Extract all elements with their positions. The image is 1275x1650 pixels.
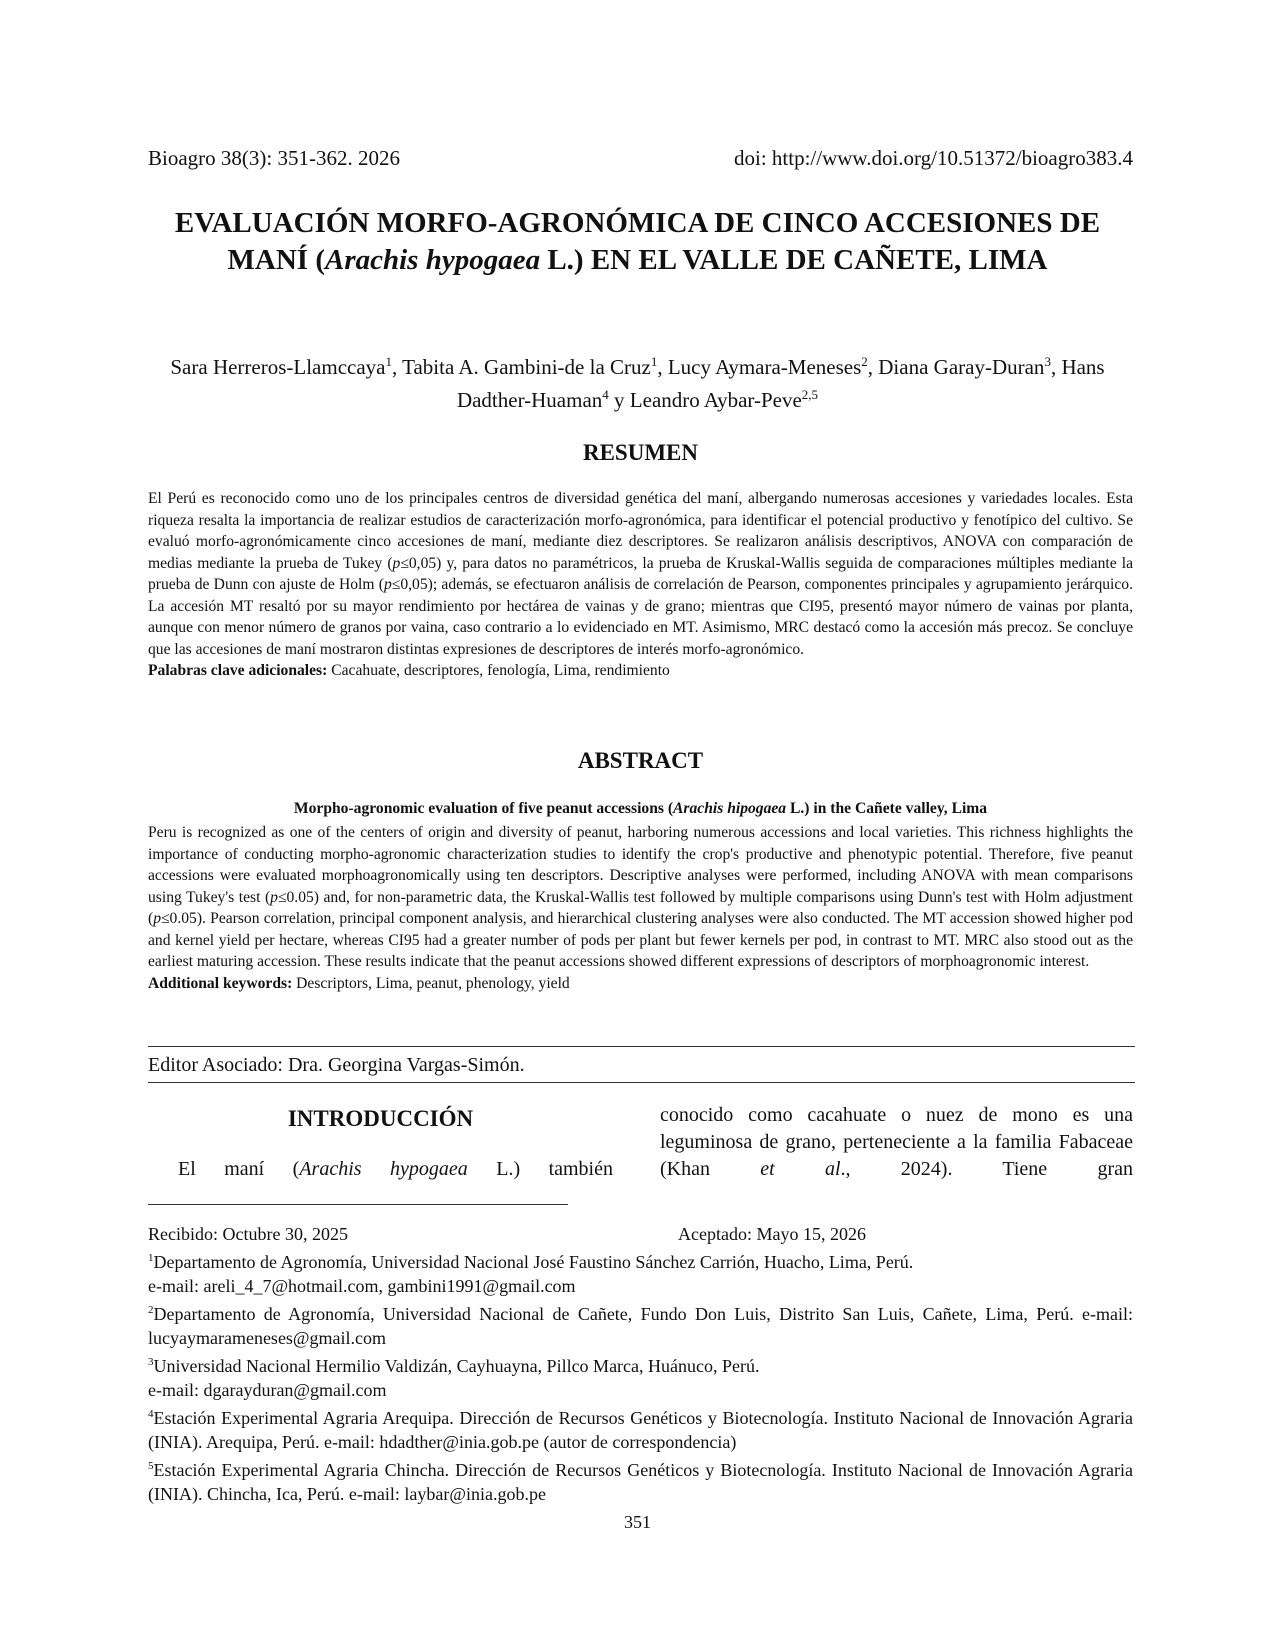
abstract-title-a: Morpho-agronomic evaluation of five peanut accessions ( <box>293 800 674 817</box>
abstract-keywords-label: Additional keywords: <box>148 974 293 992</box>
author-separator: , <box>657 355 668 379</box>
author-name: Hans Dadther-Huaman <box>456 355 1105 412</box>
affiliation-4 <box>148 1402 1133 1454</box>
aff-sup-5: 5 <box>148 1460 154 1472</box>
resumen-heading: RESUMEN <box>582 440 698 465</box>
affiliation-1-email: e-mail: areli_4_7@hotmail.com, gambini1991@gmail.com <box>148 1276 576 1296</box>
title-text-b: L.) EN EL VALLE DE CAÑETE, LIMA <box>540 244 1048 276</box>
aff-4-text: Estación Experimental Agraria Arequipa. Dirección de Recursos Genéticos y Biotecnología. Instituto Nacional de Innovación Agraria (INIA). Arequipa, Perú. e-mail: hdadther@inia.gob.pe (autor de correspondencia) <box>148 1408 1133 1452</box>
aff-sup-3: 3 <box>148 1356 154 1368</box>
intro-right-b: ., 2024). Tiene gran <box>840 1158 1133 1180</box>
abstract-title <box>148 800 1133 818</box>
divider-bottom <box>148 1082 1135 1083</box>
author-name: Diana Garay-Duran <box>878 355 1045 379</box>
affiliation-1 <box>148 1246 1133 1274</box>
aff-sup-2: 2 <box>148 1304 154 1316</box>
intro-left-column <box>148 1155 613 1183</box>
paper-title <box>140 205 1135 279</box>
abstract-body <box>148 822 1133 994</box>
abstract-text-1: Peru is recognized as one of the centers of origin and diversity of peanut, harboring numerous accessions and local varieties. This richness highlights the importance of conducting morpho-agronomic characterization studies to identify the crop's productive and phenotypic potential. Therefore, five peanut accessions were evaluated morphoagronomically using ten descriptors. Descriptive analyses were performed, including ANOVA with mean comparisons using Tukey's test ( <box>148 824 1133 906</box>
submission-dates <box>148 1222 1133 1246</box>
resumen-body <box>148 488 1133 682</box>
author-separator: y <box>608 388 630 412</box>
footnotes <box>148 1222 1133 1506</box>
author-affiliation-marker: 1 <box>385 354 392 369</box>
abstract-p-1: p <box>270 888 278 906</box>
author-separator: , <box>867 355 879 379</box>
accepted-date: Aceptado: Mayo 15, 2026 <box>678 1224 866 1244</box>
resumen-text-1: El Perú es reconocido como uno de los principales centros de diversidad genética del maní, albergando numerosas accesiones y variedades locales. Esta riqueza resalta la importancia de realizar estudios de caracterización morfo-agronómica, para identificar el potencial productivo y fenotípico del cultivo. Se evaluó morfo-agronómicamente cinco accesiones de maní, mediante diez descriptores. Se realizaron análisis descriptivos, ANOVA con comparación de medias mediante la prueba de Tukey ( <box>148 490 1133 572</box>
author-affiliation-marker: 2,5 <box>801 387 819 402</box>
footnote-divider <box>148 1204 568 1205</box>
affiliation-3-email: e-mail: dgarayduran@gmail.com <box>148 1380 387 1400</box>
author-affiliation-marker: 4 <box>602 387 609 402</box>
resumen-p-2: p <box>383 576 392 593</box>
abstract-p-2: p <box>153 910 161 927</box>
intro-right-column <box>660 1102 1133 1183</box>
intro-left-b: L.) también <box>467 1158 613 1180</box>
doi-link[interactable]: doi: http://www.doi.org/10.51372/bioagro383.4 <box>734 146 1133 170</box>
abstract-heading: ABSTRACT <box>577 748 704 773</box>
aff-sup-4: 4 <box>148 1408 154 1420</box>
abstract-text-2: ≤0.05) and, for non-parametric data, the Kruskal-Wallis test followed by multiple comparisons using Dunn's test with Holm adjustment ( <box>148 888 1133 927</box>
title-species: Arachis hypogaea <box>325 244 541 276</box>
title-text-a: EVALUACIÓN MORFO-AGRONÓMICA DE CINCO ACCESIONES DE MANÍ ( <box>174 207 1101 276</box>
resumen-keywords <box>148 660 1133 682</box>
author-separator: , <box>392 355 403 379</box>
affiliation-2 <box>148 1298 1133 1350</box>
author-name: Sara Herreros-Llamccaya <box>170 355 386 379</box>
page-number: 351 <box>624 1512 651 1532</box>
resumen-p-1: p <box>392 554 401 572</box>
affiliation-3 <box>148 1350 1133 1378</box>
resumen-text-2: ≤0,05) y, para datos no paramétricos, la prueba de Kruskal-Wallis seguida de comparaciones múltiples mediante la prueba de Dunn con ajuste de Holm ( <box>148 554 1134 593</box>
aff-2-text: Departamento de Agronomía, Universidad Nacional de Cañete, Fundo Don Luis, Distrito San Luis, Cañete, Lima, Perú. e-mail: lucyaymarameneses@gmail.com <box>148 1304 1133 1348</box>
intro-right-a: conocido como cacahuate o nuez de mono es una leguminosa de grano, perteneciente a la familia Fabaceae (Khan <box>660 1104 1133 1180</box>
resumen-text-3: ≤0,05); además, se efectuaron análisis de correlación de Pearson, componentes principales y agrupamiento jerárquico. La accesión MT resaltó por su mayor rendimiento por hectárea de vainas y de grano; mientras que CI95, presentó mayor número de vainas por planta, aunque con menor número de granos por vaina, caso contrario a lo evidenciado en MT. Asimismo, MRC destacó como la accesión más precoz. Se concluye que las accesiones de maní mostraron distintas expresiones de descriptores de interés morfo-agronómico. <box>148 576 1133 658</box>
associate-editor: Editor Asociado: Dra. Georgina Vargas-Simón. <box>148 1054 525 1076</box>
author-name: Tabita A. Gambini-de la Cruz <box>402 355 651 379</box>
journal-citation: Bioagro 38(3): 351-362. 2026 <box>148 146 400 170</box>
aff-5-text: Estación Experimental Agraria Chincha. Dirección de Recursos Genéticos y Biotecnología. Instituto Nacional de Innovación Agraria (INIA). Chincha, Ica, Perú. e-mail: laybar@inia.gob.pe <box>148 1460 1133 1504</box>
abstract-title-species: Arachis hipogaea <box>673 800 787 817</box>
author-affiliation-marker: 1 <box>650 354 658 369</box>
intro-left-species: Arachis hypogaea <box>299 1158 468 1180</box>
running-header <box>148 146 1133 176</box>
resumen-keywords-label: Palabras clave adicionales: <box>148 662 328 679</box>
author-affiliation-marker: 3 <box>1044 354 1051 369</box>
affiliation-5 <box>148 1454 1133 1506</box>
abstract-keywords-text: Descriptors, Lima, peanut, phenology, yield <box>292 974 570 992</box>
intro-right-etal: et al <box>760 1158 841 1180</box>
author-name: Leandro Aybar-Peve <box>629 388 802 412</box>
resumen-keywords-text: Cacahuate, descriptores, fenología, Lima, rendimiento <box>327 662 670 679</box>
intro-heading: INTRODUCCIÓN <box>287 1106 474 1131</box>
author-list <box>160 348 1115 414</box>
abstract-title-b: L.) in the Cañete valley, Lima <box>786 800 988 817</box>
intro-left-a: El maní ( <box>178 1158 300 1180</box>
abstract-text-3: ≤0.05). Pearson correlation, principal component analysis, and hierarchical clustering analyses were also conducted. The MT accession showed higher pod and kernel yield per hectare, whereas CI95 had a greater number of pods per plant but fewer kernels per pod, in contrast to MT. MRC also stood out as the earliest maturing accession. These results indicate that the peanut accessions showed different expressions of descriptors of morphoagronomic interest. <box>148 910 1133 970</box>
author-name: Lucy Aymara-Meneses <box>667 355 862 379</box>
abstract-keywords <box>148 973 1133 995</box>
received-date: Recibido: Octubre 30, 2025 <box>148 1224 348 1244</box>
aff-1-text: Departamento de Agronomía, Universidad Nacional José Faustino Sánchez Carrión, Huacho, Lima, Perú. <box>153 1252 914 1272</box>
aff-3-text: Universidad Nacional Hermilio Valdizán, Cayhuayna, Pillco Marca, Huánuco, Perú. <box>153 1356 760 1376</box>
author-affiliation-marker: 2 <box>861 354 868 369</box>
author-separator: , <box>1050 355 1062 379</box>
aff-sup-1: 1 <box>148 1252 154 1264</box>
divider-top <box>148 1046 1135 1047</box>
